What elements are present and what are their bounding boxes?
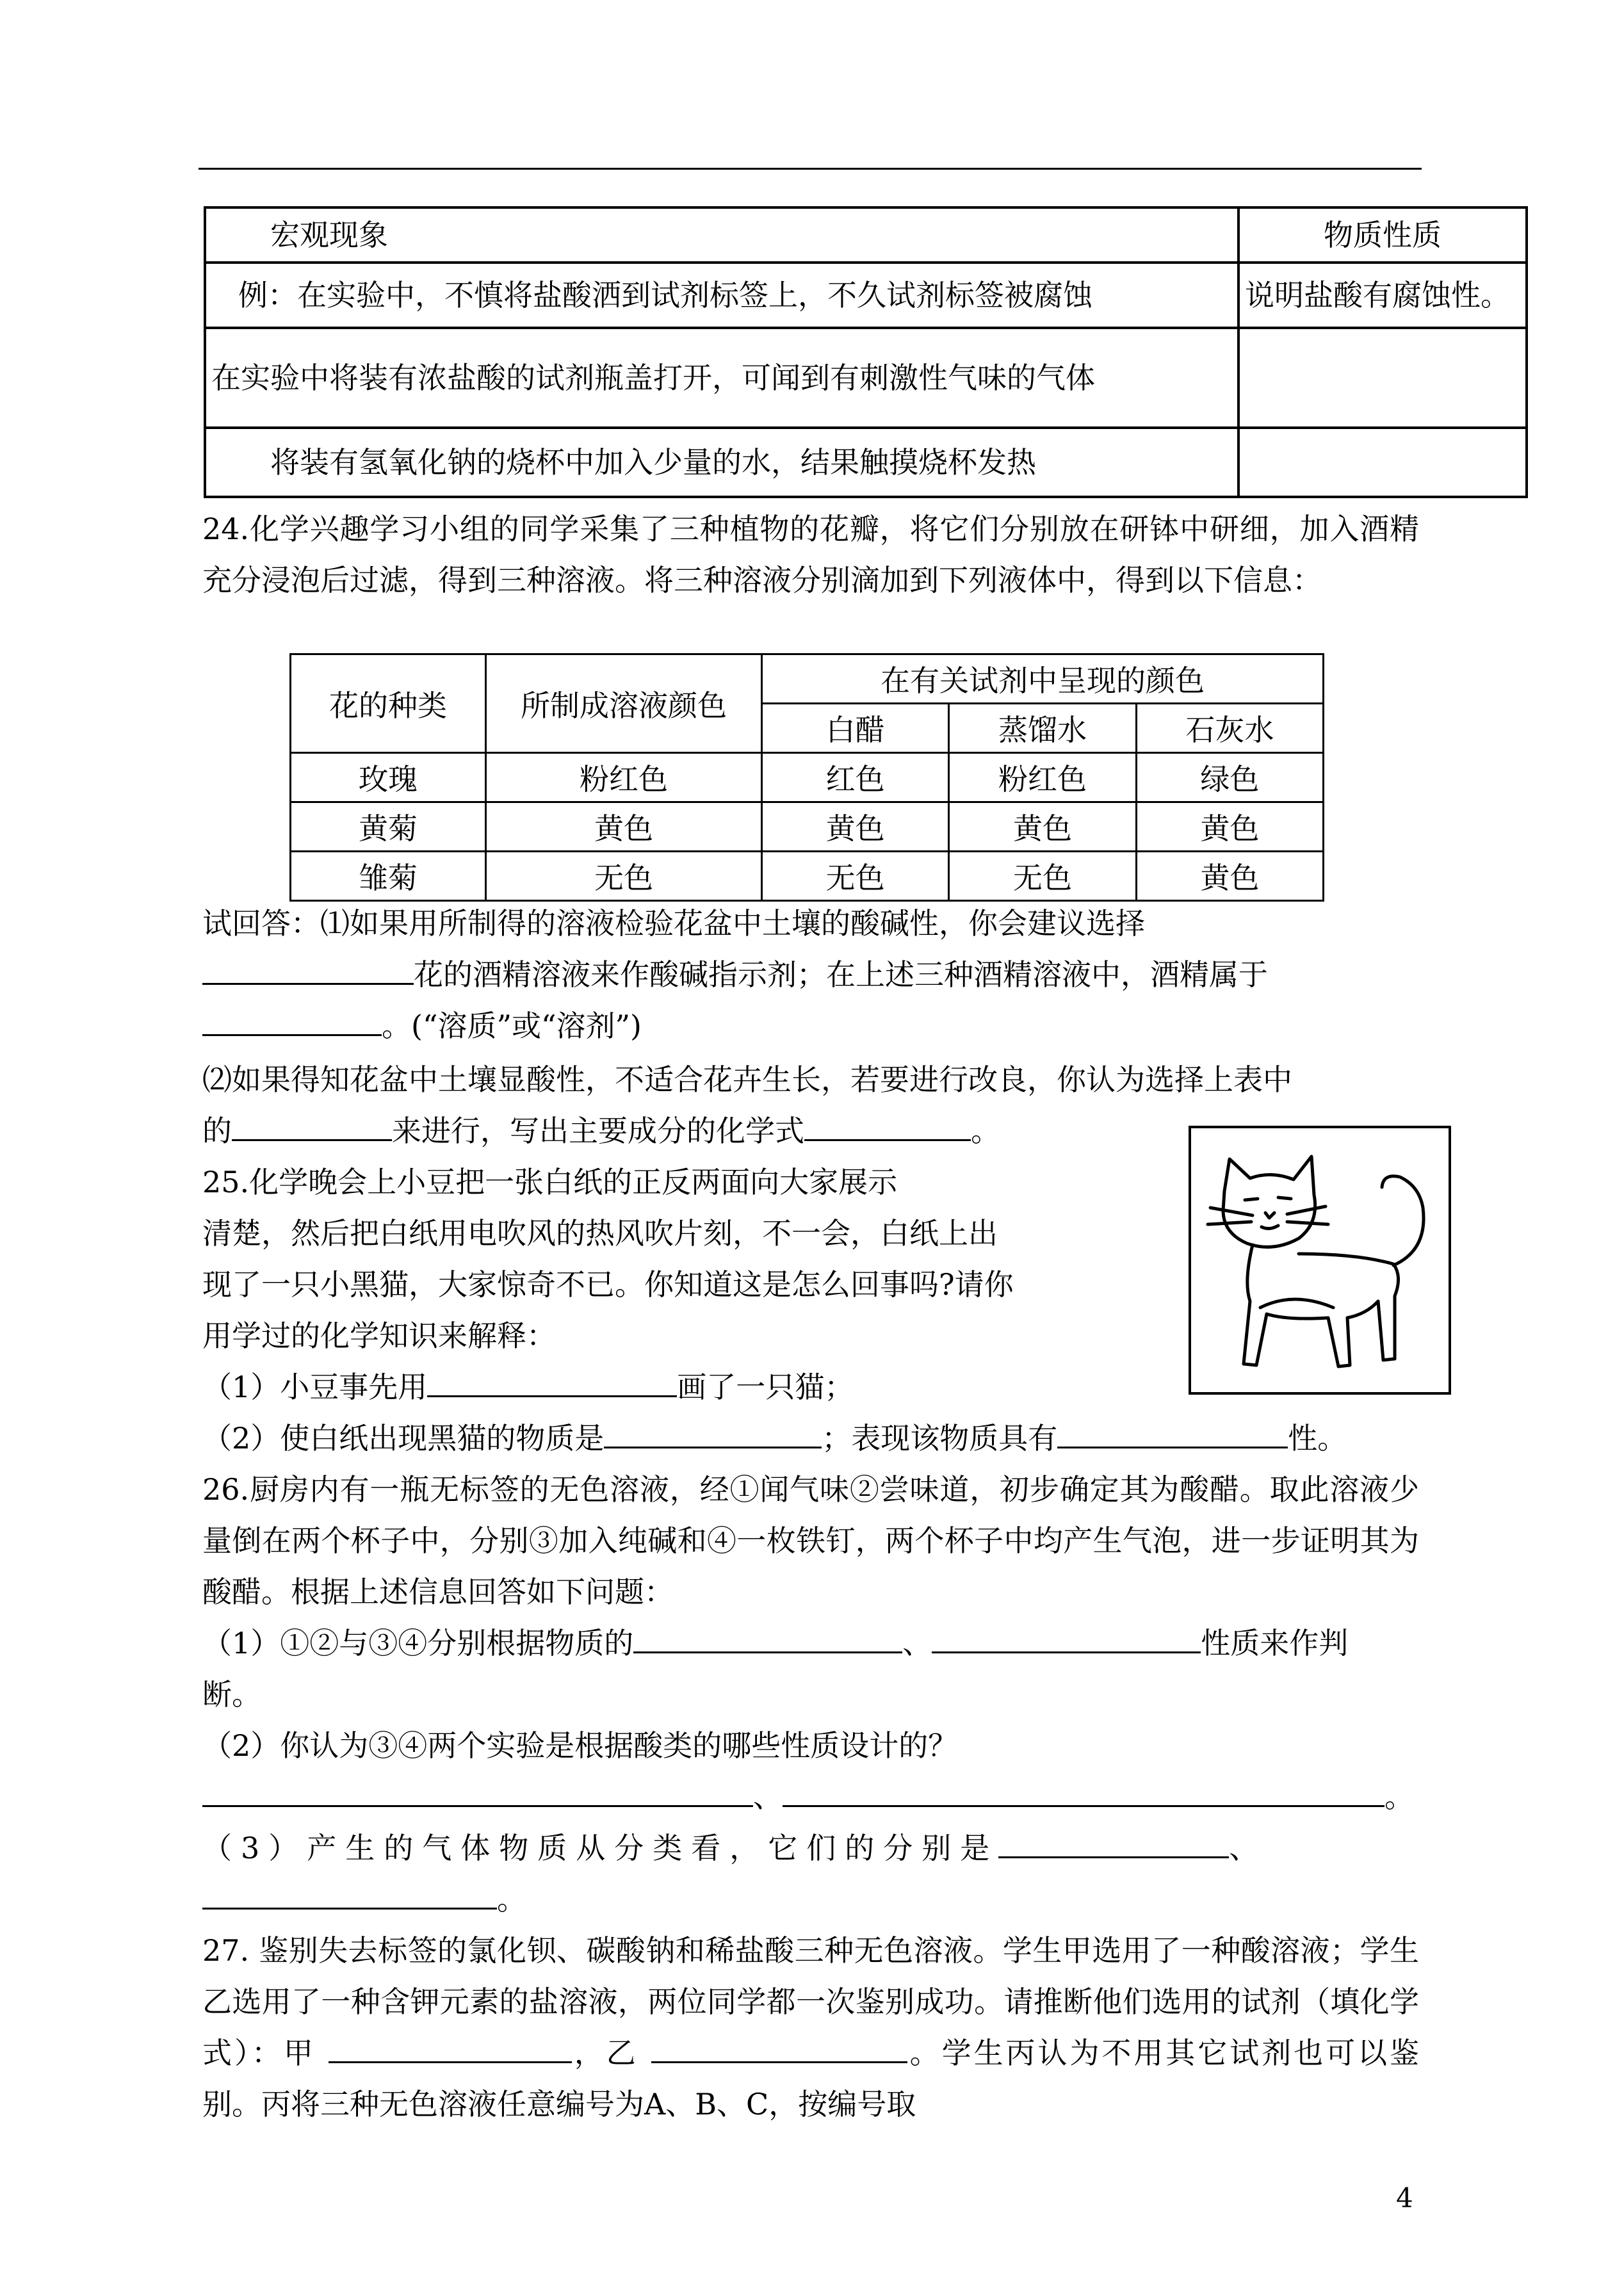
- q24-answer1-line3-text: 。(“溶质”或“溶剂”): [382, 1009, 642, 1043]
- q24-blank-flower[interactable]: [202, 950, 414, 985]
- q26-blank-gas1[interactable]: [998, 1823, 1229, 1858]
- table-cell: 玫瑰: [291, 753, 486, 802]
- q26-blank-acid-property1[interactable]: [202, 1772, 753, 1807]
- table-cell: 黄色: [762, 802, 949, 852]
- q26-blank-acid-property2[interactable]: [783, 1772, 1384, 1807]
- table1-row1-phenomenon: 例：在实验中，不慎将盐酸洒到试剂标签上，不久试剂标签被腐蚀: [205, 263, 1238, 328]
- table-row: [291, 753, 1324, 802]
- table-cell: 黄菊: [291, 802, 486, 852]
- table-cell: 粉红色: [949, 753, 1136, 802]
- table1-row2-property[interactable]: [1238, 328, 1527, 428]
- q27-blank-jia[interactable]: [329, 2028, 572, 2063]
- q25-sub1-prefix: （1）小豆事先用: [202, 1370, 428, 1404]
- q25-sub2-prefix: （2）使白纸出现黑猫的物质是: [202, 1421, 605, 1456]
- q27-intro: 27. 鉴别失去标签的氯化钡、碳酸钠和稀盐酸三种无色溶液。学生甲选用了一种酸溶液；学生乙选用了一种含钾元素的盐溶液，两位同学都一次鉴别成功。请推断他们选用的试剂（填化学式）：甲: [202, 1933, 1419, 2070]
- q26-sub1-cont: 断。: [202, 1677, 261, 1712]
- table-cell: 绿色: [1136, 753, 1323, 802]
- table-cell: 红色: [762, 753, 949, 802]
- q25-line2: 清楚，然后把白纸用电吹风的热风吹片刻，不一会，白纸上出: [202, 1216, 998, 1251]
- phenomena-table: [204, 206, 1528, 498]
- q24-answer2-end: 。: [971, 1114, 1000, 1148]
- q25-sub1: [202, 1361, 854, 1413]
- q25-sub2-mid: ；表现该物质具有: [822, 1421, 1058, 1456]
- table-row: [291, 802, 1324, 852]
- q25-blank-substance[interactable]: [427, 1362, 677, 1397]
- q24-answer1-line2-text: 花的酒精溶液来作酸碱指示剂；在上述三种酒精溶液中，酒精属于: [414, 957, 1268, 992]
- q26-sub2-end: 。: [1384, 1780, 1414, 1814]
- q24-answer1-line1: 试回答：⑴如果用所制得的溶液检验花盆中土壤的酸碱性，你会建议选择: [202, 906, 1145, 941]
- q26-sub3-prefix: （3）产生的气体物质从分类看，它们的分别是: [202, 1831, 999, 1865]
- q26-sub1-end: 性质来作判: [1201, 1626, 1349, 1660]
- q25-line3: 现了一只小黑猫，大家惊奇不已。你知道这是怎么回事吗?请你: [202, 1267, 1014, 1302]
- flower-table-col-group: 在有关试剂中呈现的颜色: [762, 654, 1324, 704]
- q26-sub1-prefix: （1）①②与③④分别根据物质的: [202, 1626, 634, 1660]
- q24-blank-solvent[interactable]: [202, 1001, 382, 1036]
- table1-header-property: 物质性质: [1238, 207, 1527, 263]
- table1-row2-phenomenon: 在实验中将装有浓盐酸的试剂瓶盖打开，可闻到有刺激性气味的气体: [205, 328, 1238, 428]
- q26-sub2: （2）你认为③④两个实验是根据酸类的哪些性质设计的？: [202, 1728, 958, 1763]
- flower-table-col-kind: 花的种类: [291, 654, 486, 753]
- table-cell: 黄色: [949, 802, 1136, 852]
- q25-sub1-end: 画了一只猫；: [677, 1370, 854, 1404]
- cat-drawing-icon: [1191, 1128, 1449, 1392]
- table-cell: 粉红色: [486, 753, 762, 802]
- table-cell: 黄色: [1136, 802, 1323, 852]
- flower-table: [289, 653, 1324, 902]
- q26-intro: 26.厨房内有一瓶无标签的无色溶液，经①闻气味②尝味道，初步确定其为酸醋。取此溶液少量倒在两个杯子中，分别③加入纯碱和④一枚铁钉，两个杯子中均产生气泡，进一步证明其为酸醋。根据上述信息回答如下问题：: [202, 1472, 1419, 1609]
- q26-sub3-sep: 、: [1229, 1831, 1268, 1865]
- q25-sub2: [202, 1413, 1347, 1464]
- q25-blank-property[interactable]: [1057, 1413, 1288, 1448]
- table-cell: 雏菊: [291, 852, 486, 901]
- q26-sub1: [202, 1618, 1348, 1669]
- q27-blank-yi[interactable]: [651, 2028, 907, 2063]
- q24-answer2-mid: 来进行，写出主要成分的化学式: [392, 1114, 804, 1148]
- q24-intro: 24.化学兴趣学习小组的同学采集了三种植物的花瓣，将它们分别放在研钵中研细，加入酒精充分浸泡后过滤，得到三种溶液。将三种溶液分别滴加到下列液体中，得到以下信息：: [202, 512, 1419, 597]
- table1-row3-phenomenon: 将装有氢氧化钠的烧杯中加入少量的水，结果触摸烧杯发热: [205, 428, 1238, 497]
- q26-sub2-answers: [202, 1771, 1414, 1822]
- cat-figure: [1189, 1126, 1451, 1395]
- table-cell: 无色: [762, 852, 949, 901]
- q24-answer1-line2: [202, 949, 1268, 1000]
- q26-sub1-sep: 、: [902, 1626, 932, 1660]
- q24-blank-formula[interactable]: [804, 1106, 971, 1141]
- table1-row1-property: 说明盐酸有腐蚀性。: [1238, 263, 1527, 328]
- q25-sub2-end: 性。: [1288, 1421, 1347, 1456]
- q25-line1: 25.化学晚会上小豆把一张白纸的正反两面向大家展示: [202, 1165, 898, 1199]
- q27-text: [202, 1925, 1419, 2130]
- q27-end: 。学生丙认为不用其它试剂也可以鉴别。丙将三种无色溶液任意编号为A、B、C，按编号取: [202, 2036, 1420, 2121]
- table-cell: 无色: [949, 852, 1136, 901]
- q26-sub2-sep: 、: [753, 1780, 783, 1814]
- table-cell: 黄色: [1136, 852, 1323, 901]
- flower-table-sub-limewater: 石灰水: [1136, 704, 1323, 753]
- q24-answer2-line1: ⑵如果得知花盆中土壤显酸性，不适合花卉生长，若要进行改良，你认为选择上表中: [202, 1062, 1292, 1097]
- header-rule: [199, 168, 1422, 170]
- flower-table-sub-vinegar: 白醋: [762, 704, 949, 753]
- table1-row3-property[interactable]: [1238, 428, 1527, 497]
- table-cell: 无色: [486, 852, 762, 901]
- q24-answer2-line2: [202, 1105, 1000, 1156]
- q26-blank-property1[interactable]: [633, 1618, 902, 1653]
- table-cell: 黄色: [486, 802, 762, 852]
- q26-sub3: [202, 1822, 1267, 1874]
- table-row: [291, 852, 1324, 901]
- flower-table-col-color: 所制成溶液颜色: [486, 654, 762, 753]
- q26-blank-property2[interactable]: [932, 1618, 1201, 1653]
- q25-blank-black-substance[interactable]: [604, 1413, 822, 1448]
- page-number: 4: [1396, 2182, 1413, 2214]
- q24-blank-material[interactable]: [232, 1106, 392, 1141]
- q26-sub3-end: 。: [497, 1882, 526, 1917]
- q25-line4: 用学过的化学知识来解释：: [202, 1318, 556, 1353]
- q27-mid: ，乙: [571, 2036, 638, 2070]
- table1-header-phenomenon: 宏观现象: [205, 207, 1238, 263]
- q24-answer2-prefix: 的: [202, 1114, 232, 1148]
- q24-answer1-line3: [202, 1000, 642, 1051]
- q26-blank-gas2[interactable]: [202, 1874, 497, 1910]
- q26-sub3-cont: [202, 1874, 526, 1925]
- flower-table-sub-water: 蒸馏水: [949, 704, 1136, 753]
